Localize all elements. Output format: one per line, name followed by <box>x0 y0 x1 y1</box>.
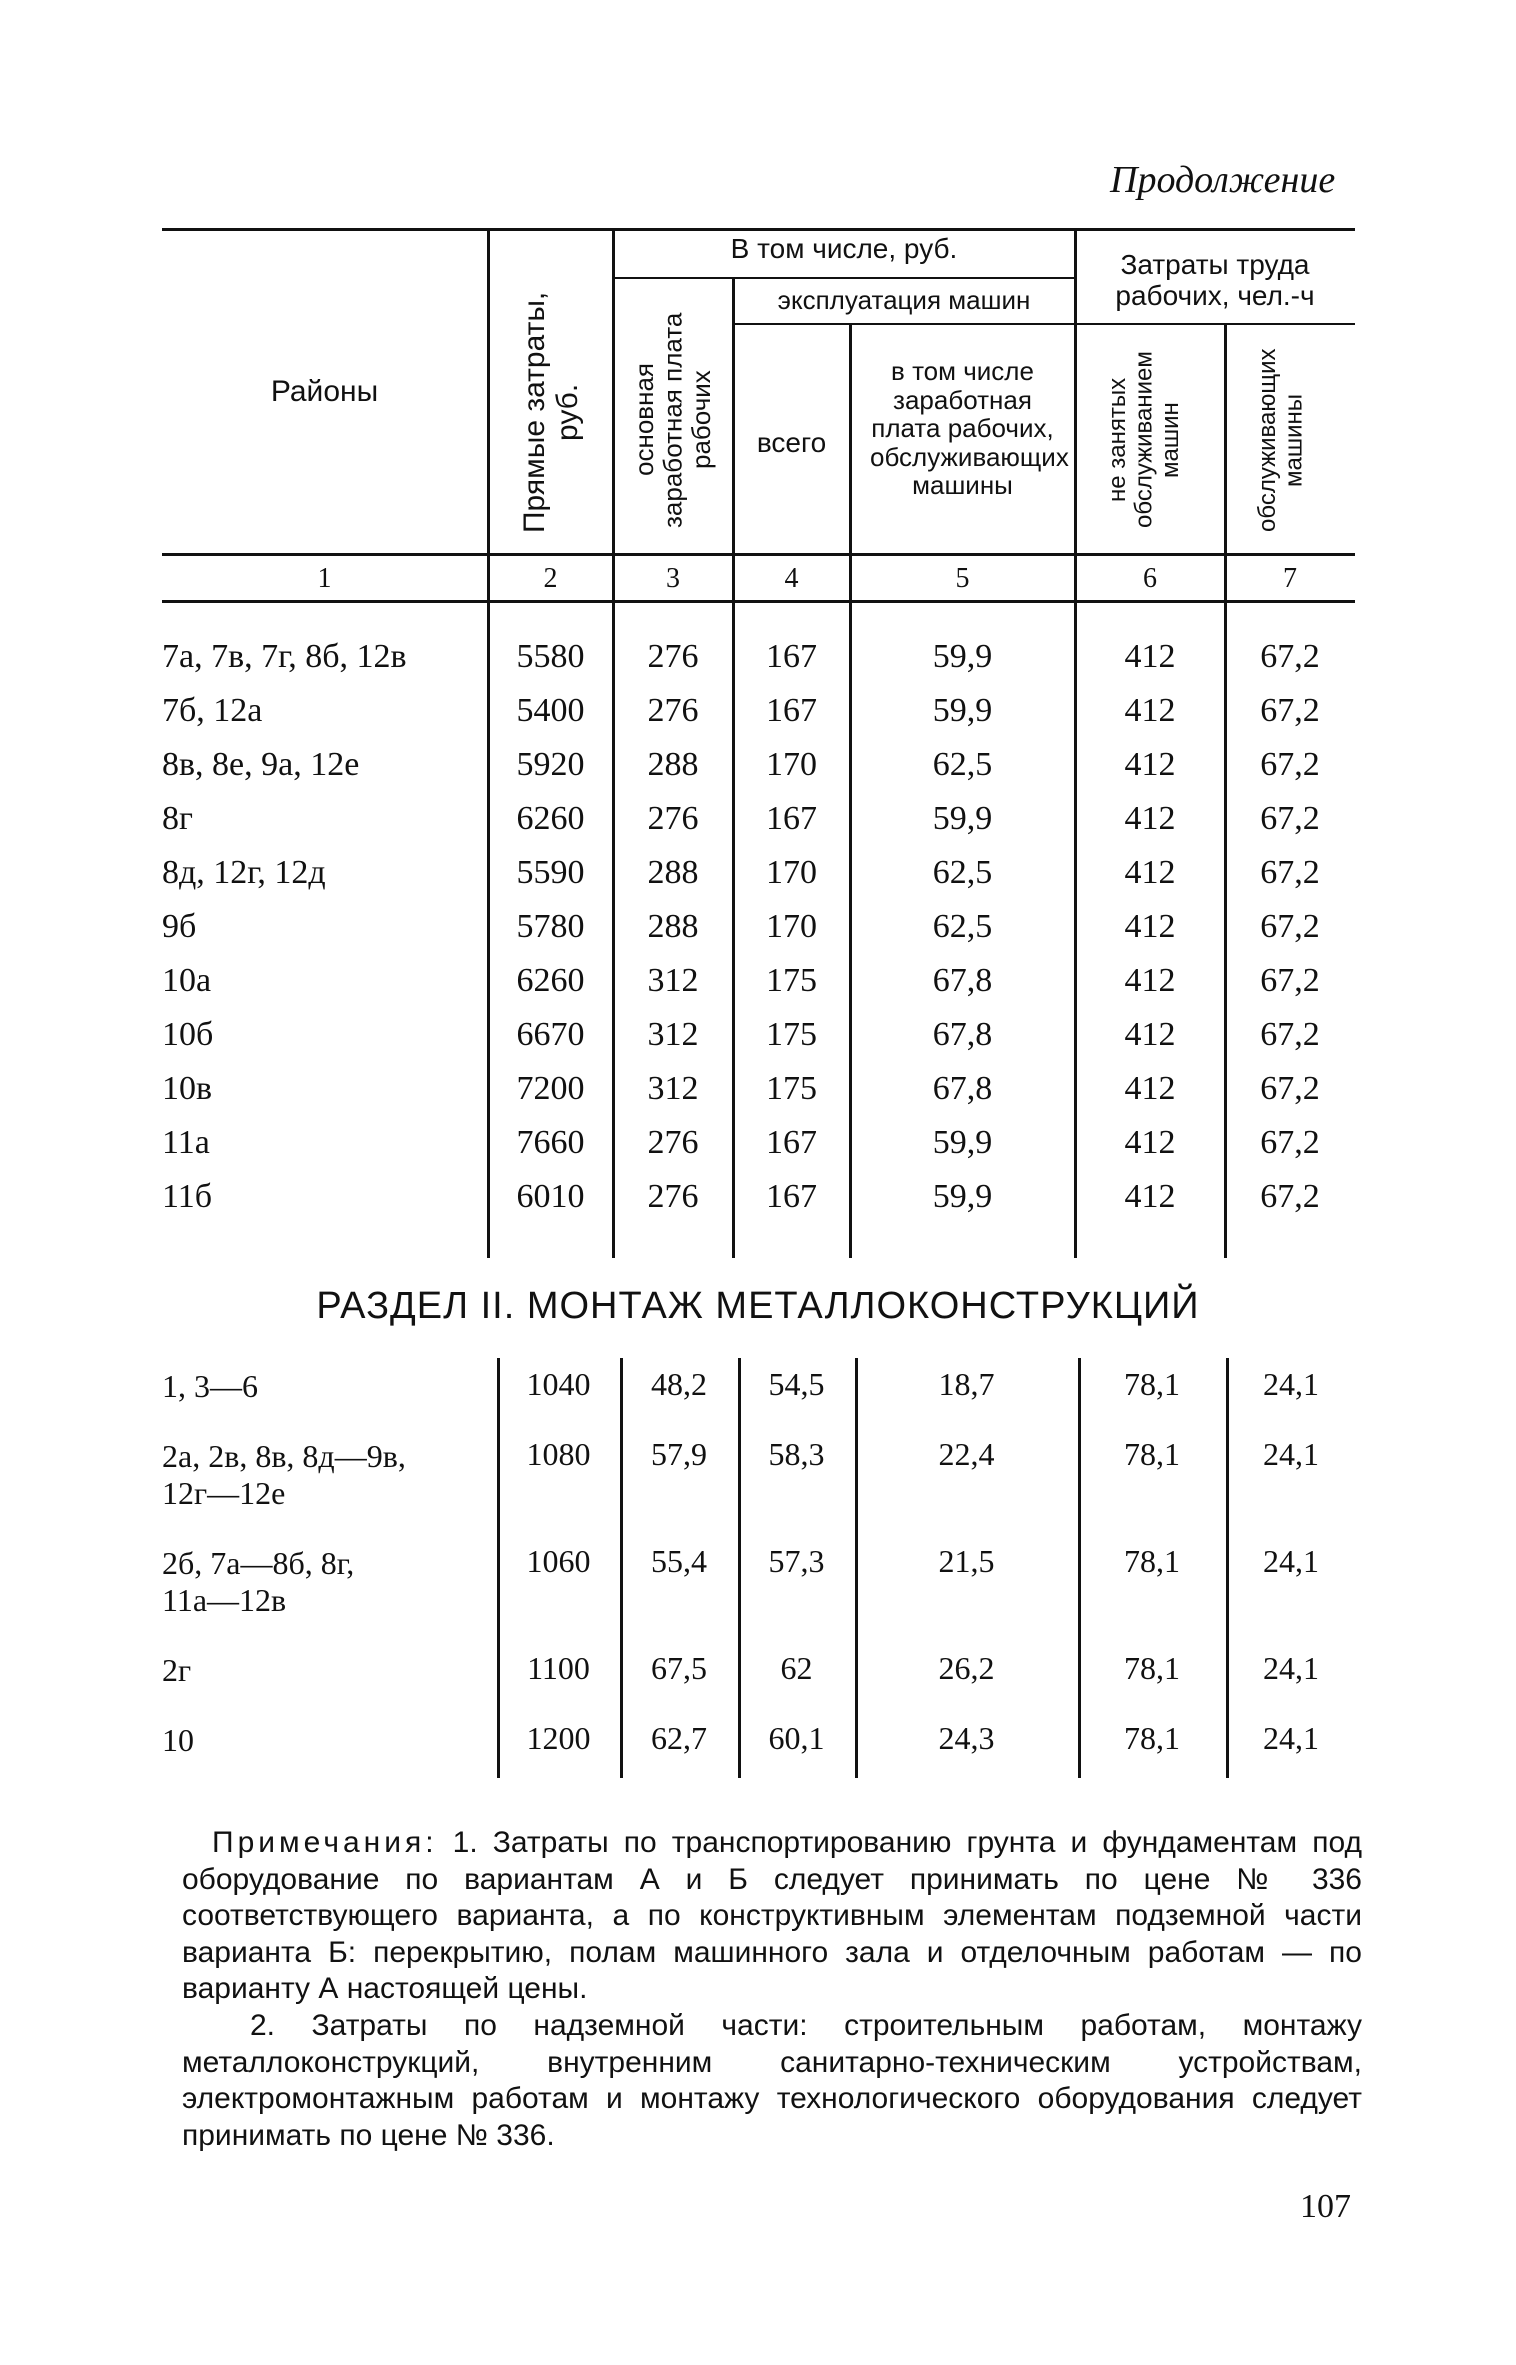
value-cell: 170 <box>766 854 817 891</box>
value-cell: 24,1 <box>1263 1720 1319 1756</box>
district-cell: 10в <box>162 1070 213 1107</box>
value-cell: 167 <box>766 1178 817 1215</box>
value-cell: 412 <box>1124 962 1176 999</box>
value-cell: 5590 <box>516 854 585 891</box>
value-cell: 1040 <box>526 1366 591 1402</box>
value-cell: 1060 <box>526 1543 591 1579</box>
value-cell: 24,1 <box>1263 1650 1319 1686</box>
value-cell: 48,2 <box>651 1366 707 1402</box>
notes-label: Примечания: <box>212 1826 438 1859</box>
value-cell: 412 <box>1124 1070 1176 1107</box>
header-direct-costs: Прямые затраты, руб. <box>518 291 584 533</box>
table-row <box>0 694 1516 748</box>
value-cell: 276 <box>647 692 699 729</box>
value-cell: 54,5 <box>768 1366 825 1402</box>
district-cell: 7б, 12а <box>162 692 263 729</box>
value-cell: 78,1 <box>1124 1366 1180 1402</box>
value-cell: 58,3 <box>768 1436 825 1472</box>
value-cell: 67,2 <box>1260 800 1320 837</box>
value-cell: 62,5 <box>932 854 993 891</box>
value-cell: 24,1 <box>1263 1543 1319 1579</box>
value-cell: 288 <box>647 908 699 945</box>
value-cell: 7200 <box>516 1070 585 1107</box>
numbers-bottom-rule <box>162 600 1355 603</box>
header-total: всего <box>756 427 827 458</box>
district-cell: 10а <box>162 962 212 999</box>
value-cell: 62 <box>780 1650 813 1686</box>
header-machine-group: эксплуатация машин <box>777 285 1031 315</box>
value-cell: 175 <box>766 962 817 999</box>
col-number: 4 <box>784 563 799 594</box>
value-cell: 5580 <box>516 638 585 675</box>
value-cell: 276 <box>647 1124 699 1161</box>
value-cell: 5400 <box>516 692 585 729</box>
value-cell: 67,2 <box>1260 854 1320 891</box>
header-in-that-group: В том числе, руб. <box>730 233 958 264</box>
value-cell: 78,1 <box>1124 1543 1180 1579</box>
value-cell: 175 <box>766 1070 817 1107</box>
district-cell: 7а, 7в, 7г, 8б, 12в <box>162 638 407 675</box>
value-cell: 6010 <box>516 1178 585 1215</box>
value-cell: 412 <box>1124 746 1176 783</box>
col-number: 3 <box>666 563 680 594</box>
value-cell: 6260 <box>516 962 585 999</box>
value-cell: 412 <box>1124 854 1176 891</box>
table-row <box>0 910 1516 964</box>
value-cell: 59,9 <box>932 1178 993 1215</box>
header-districts: Районы <box>270 375 379 408</box>
value-cell: 412 <box>1124 692 1176 729</box>
value-cell: 6260 <box>516 800 585 837</box>
value-cell: 412 <box>1124 908 1176 945</box>
value-cell: 412 <box>1124 1178 1176 1215</box>
value-cell: 67,2 <box>1260 1178 1320 1215</box>
value-cell: 67,2 <box>1260 692 1320 729</box>
value-cell: 57,9 <box>651 1436 707 1472</box>
district-cell: 8в, 8е, 9а, 12е <box>162 746 360 783</box>
value-cell: 167 <box>766 1124 817 1161</box>
value-cell: 312 <box>647 962 699 999</box>
table-row <box>0 1652 1516 1706</box>
value-cell: 78,1 <box>1124 1650 1180 1686</box>
value-cell: 67,2 <box>1260 1070 1320 1107</box>
value-cell: 59,9 <box>932 692 993 729</box>
value-cell: 170 <box>766 746 817 783</box>
value-cell: 5780 <box>516 908 585 945</box>
table-row <box>0 964 1516 1018</box>
district-cell: 2а, 2в, 8в, 8д—9в, 12г—12е <box>162 1438 406 1511</box>
district-cell: 1, 3—6 <box>162 1368 258 1404</box>
value-cell: 276 <box>647 1178 699 1215</box>
value-cell: 18,7 <box>938 1366 995 1402</box>
value-cell: 67,2 <box>1260 1016 1320 1053</box>
value-cell: 67,8 <box>932 1016 993 1053</box>
table-row <box>0 1180 1516 1234</box>
in-that-group-rule <box>613 277 1075 279</box>
table-row <box>0 856 1516 910</box>
value-cell: 170 <box>766 908 817 945</box>
table-row <box>0 1018 1516 1072</box>
value-cell: 175 <box>766 1016 817 1053</box>
value-cell: 412 <box>1124 800 1176 837</box>
value-cell: 67,2 <box>1260 962 1320 999</box>
value-cell: 412 <box>1124 638 1176 675</box>
value-cell: 78,1 <box>1124 1720 1180 1756</box>
table-row <box>0 1368 1516 1422</box>
district-cell: 8д, 12г, 12д <box>162 854 326 891</box>
value-cell: 22,4 <box>938 1436 995 1472</box>
district-cell: 2б, 7а—8б, 8г, 11а—12в <box>162 1545 355 1618</box>
district-cell: 9б <box>162 908 197 945</box>
value-cell: 67,8 <box>932 962 993 999</box>
district-cell: 8г <box>162 800 193 837</box>
col-number: 1 <box>317 563 332 594</box>
district-cell: 11б <box>162 1178 213 1215</box>
table-row <box>0 640 1516 694</box>
section-2-title: РАЗДЕЛ II. МОНТАЖ МЕТАЛЛОКОНСТРУКЦИЙ <box>316 1285 1200 1327</box>
table-top-rule <box>162 228 1355 231</box>
table-row <box>0 1126 1516 1180</box>
value-cell: 60,1 <box>768 1720 825 1756</box>
header-base-wage: основная заработная плата рабочих <box>629 312 717 528</box>
value-cell: 57,3 <box>768 1543 825 1579</box>
value-cell: 67,8 <box>932 1070 993 1107</box>
value-cell: 276 <box>647 638 699 675</box>
header-bottom-rule <box>162 553 1355 556</box>
col-number: 5 <box>955 563 970 594</box>
value-cell: 5920 <box>516 746 585 783</box>
value-cell: 167 <box>766 638 817 675</box>
table-row <box>0 1436 1516 1511</box>
value-cell: 1080 <box>526 1436 591 1472</box>
table-row <box>0 1543 1516 1618</box>
table-row <box>0 1722 1516 1776</box>
value-cell: 312 <box>647 1070 699 1107</box>
value-cell: 67,2 <box>1260 1124 1320 1161</box>
value-cell: 26,2 <box>938 1650 995 1686</box>
note-2: 2. Затраты по надземной части: строительным работам, монтажу металлоконструкций, внутренним санитарно-техническим устройствам, электромонтажным работам и монтажу технологического оборудования следует принимать по цене № 336. <box>182 2008 1362 2152</box>
value-cell: 6670 <box>516 1016 585 1053</box>
value-cell: 24,3 <box>938 1720 995 1756</box>
header-labor-group: Затраты труда рабочих, чел.-ч <box>1115 249 1315 311</box>
value-cell: 67,2 <box>1260 908 1320 945</box>
value-cell: 59,9 <box>932 1124 993 1161</box>
header-labor-machine: обслуживающих машины <box>1254 348 1308 532</box>
value-cell: 59,9 <box>932 800 993 837</box>
value-cell: 288 <box>647 746 699 783</box>
value-cell: 67,5 <box>651 1650 707 1686</box>
value-cell: 62,5 <box>932 908 993 945</box>
col-number: 7 <box>1283 563 1297 594</box>
header-machine-wage: в том числе заработная плата рабочих, обслуживающих машины <box>870 356 1069 501</box>
value-cell: 67,2 <box>1260 638 1320 675</box>
value-cell: 1100 <box>527 1650 590 1686</box>
district-cell: 10б <box>162 1016 214 1053</box>
district-cell: 10 <box>162 1722 194 1758</box>
value-cell: 55,4 <box>651 1543 707 1579</box>
table-row <box>0 802 1516 856</box>
value-cell: 24,1 <box>1263 1366 1319 1402</box>
page-number: 107 <box>1300 2188 1351 2225</box>
value-cell: 167 <box>766 692 817 729</box>
value-cell: 62,5 <box>932 746 993 783</box>
col-number: 2 <box>543 563 558 594</box>
value-cell: 312 <box>647 1016 699 1053</box>
value-cell: 167 <box>766 800 817 837</box>
district-cell: 11а <box>162 1124 210 1161</box>
value-cell: 78,1 <box>1124 1436 1180 1472</box>
labor-group-rule <box>1075 323 1355 325</box>
value-cell: 21,5 <box>938 1543 995 1579</box>
value-cell: 1200 <box>526 1720 591 1756</box>
district-cell: 2г <box>162 1652 192 1688</box>
table-row <box>0 748 1516 802</box>
value-cell: 62,7 <box>651 1720 707 1756</box>
value-cell: 288 <box>647 854 699 891</box>
header-labor-not-machine: не занятых обслуживанием машин <box>1104 351 1184 529</box>
value-cell: 67,2 <box>1260 746 1320 783</box>
value-cell: 412 <box>1124 1124 1176 1161</box>
value-cell: 24,1 <box>1263 1436 1319 1472</box>
notes <box>182 1825 1362 2154</box>
continuation-label: Продолжение <box>1110 159 1336 201</box>
value-cell: 7660 <box>516 1124 585 1161</box>
machine-group-rule <box>733 323 1075 325</box>
table-row <box>0 1072 1516 1126</box>
col-number: 6 <box>1143 563 1157 594</box>
value-cell: 412 <box>1124 1016 1176 1053</box>
note-1: 1. Затраты по транспортированию грунта и фундаментам под оборудование по вариантам А и Б следует принимать по цене № 336 соответствующего варианта, а по конструктивным элементам подземной части варианта Б: перекрытию, полам машинного зала и отделочным работам — по варианту А настоящей цены. <box>182 1826 1362 2006</box>
value-cell: 59,9 <box>932 638 993 675</box>
value-cell: 276 <box>647 800 699 837</box>
